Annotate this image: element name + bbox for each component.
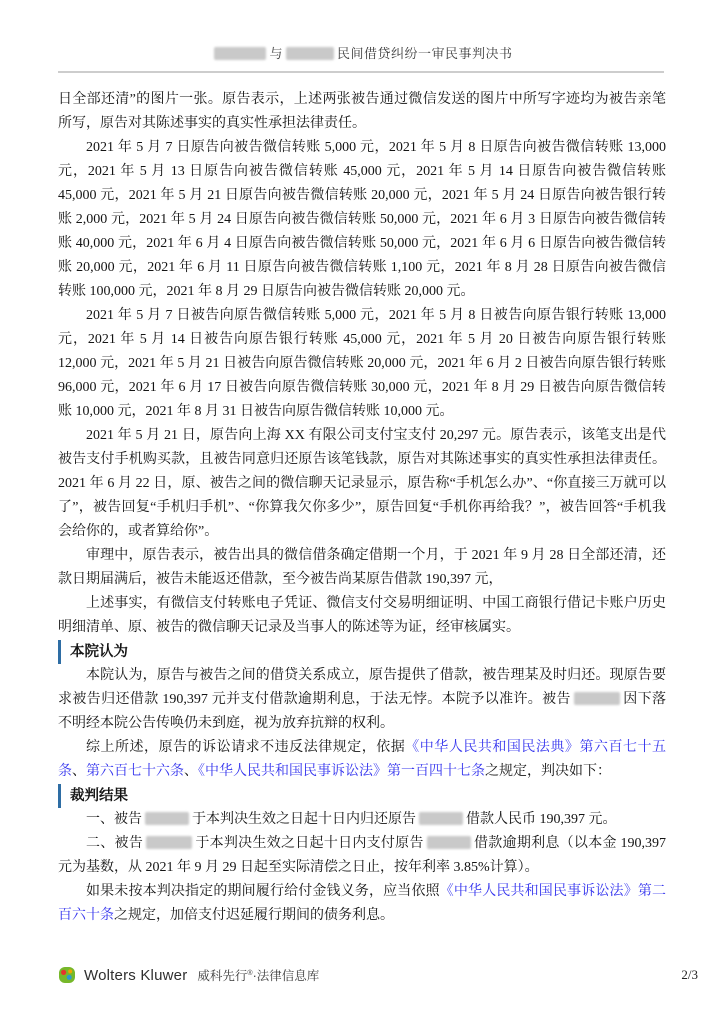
registered-mark: ® — [247, 969, 253, 977]
wolters-kluwer-logo-icon — [58, 966, 76, 984]
law-link[interactable]: 《中华人民共和国民法典》 — [405, 740, 580, 755]
paragraph — [58, 136, 666, 304]
law-link[interactable]: 第六百七十五条 — [58, 740, 667, 779]
redacted-text — [286, 47, 334, 60]
text-run: 综上所述，原告的诉讼请求不违反法律规定，依据 — [86, 740, 406, 755]
text-run: 2021 年 5 月 7 日原告向被告微信转账 5,000 元，2021 年 5 月 8 日原告向被告微信转账 13,000 元，2021 年 5 月 13 日原告向被告微信转账 45,000 元，2021 年 5 月 14 日原告向被告微信转账 45,000 元，2021 年 5 月 21 日原告向被告微信转账 20,000 元，2021 年 5 月 24 日原告向被告银行转账 2,000 元，2021 年 5 月 24 日原告向被告微信转账 50,000 元，2021 年 6 月 3 日原告向被告微信转账 40,000 元，2021 年 6 月 4 日原告向被告微信转账 50,000 元，2021 年 6 月 6 日原告向被告微信转账 20,000 元，2021 年 6 月 11 日原告向被告微信转账 1,100 元，2021 年 8 月 28 日原告向被告微信转账 100,000 元，2021 年 8 月 29 日原告向被告微信转账 20,000 元。 — [58, 140, 666, 299]
text-run: 民间借贷纠纷一审民事判决书 — [337, 46, 513, 61]
redacted-text — [419, 812, 463, 825]
text-run: 2021 年 5 月 7 日被告向原告微信转账 5,000 元，2021 年 5 月 8 日被告向原告银行转账 13,000 元，2021 年 5 月 14 日被告向原告银行转账 45,000 元，2021 年 5 月 20 日被告向原告银行转账 12,000 元，2021 年 5 月 21 日被告向原告微信转账 20,000 元，2021 年 6 月 2 日被告向原告银行转账 96,000 元，2021 年 6 月 17 日被告向原告微信转账 30,000 元，2021 年 8 月 29 日被告向原告微信转账 10,000 元，2021 年 8 月 31 日被告向原告微信转账 10,000 元。 — [58, 308, 666, 419]
text-run: 与 — [269, 46, 283, 61]
paragraph — [58, 304, 666, 424]
paragraph — [58, 88, 666, 136]
text-run: 如果未按本判决指定的期间履行给付金钱义务，应当依照 — [86, 884, 440, 899]
redacted-text — [146, 836, 192, 849]
brand-product — [197, 966, 319, 984]
law-link[interactable]: 第六百七十六条 — [86, 764, 184, 779]
product-suffix: ·法律信息库 — [252, 969, 320, 983]
text-run: 日全部还清”的图片一张。原告表示，上述两张被告通过微信发送的图片中所写字迹均为被告亲笔所写，原告对其陈述事实的真实性承担法律责任。 — [58, 92, 666, 131]
paragraph — [58, 544, 666, 592]
paragraph — [58, 832, 666, 880]
law-link[interactable]: 《中华人民共和国民事诉讼法》 — [439, 884, 638, 899]
text-run: 本院认为，原告与被告之间的借贷关系成立，原告提供了借款，被告理某及时归还。现原告要求被告归还借款 190,397 元并支付借款逾期利息，于法无悖。本院予以准许。被告 — [58, 668, 666, 707]
text-run: 借款人民币 190,397 元。 — [466, 812, 617, 827]
section-heading: 本院认为 — [58, 640, 666, 664]
text-run: 2021 年 5 月 21 日，原告向上海 XX 有限公司支付宝支付 20,297 元。原告表示，该笔支出是代被告支付手机购买款，且被告同意归还原告该笔钱款，原告对其陈述事实的真实性承担法律责任。2021 年 6 月 22 日，原、被告之间的微信聊天记录显示，原告称“手机怎么办”、“你直接三万就可以了”，被告回复“手机归手机”、“你算我欠你多少”，原告回复“手机你再给我？”，被告回答“手机我会给你的，或者算给你”。 — [58, 428, 666, 539]
document-title — [0, 0, 724, 62]
paragraph — [58, 736, 666, 784]
text-run: 上述事实，有微信支付转账电子凭证、微信支付交易明细证明、中国工商银行借记卡账户历史明细清单、原、被告的微信聊天记录及当事人的陈述等为证，经审核属实。 — [58, 596, 666, 635]
section-heading: 裁判结果 — [58, 784, 666, 808]
text-run: 于本判决生效之日起十日内归还原告 — [192, 812, 416, 827]
redacted-text — [214, 47, 266, 60]
redacted-text — [145, 812, 189, 825]
text-run: 一、被告 — [86, 812, 142, 827]
text-run: 之规定，加倍支付迟延履行期间的债务利息。 — [114, 908, 394, 923]
document-header — [0, 0, 724, 73]
redacted-text — [574, 692, 620, 705]
text-run: 、 — [72, 764, 86, 779]
law-link[interactable]: 第一百四十七条 — [387, 764, 485, 779]
text-run: 、 — [184, 764, 198, 779]
page-number: 2/3 — [681, 967, 698, 982]
paragraph — [58, 592, 666, 640]
redacted-text — [427, 836, 471, 849]
brand-name: Wolters Kluwer — [84, 966, 188, 984]
paragraph — [58, 664, 666, 736]
text-run: 之规定，判决如下： — [485, 764, 611, 779]
text-run: 借款逾期利息（以本金 190,397 元为基数，从 2021 年 9 月 29 日起至实际清偿之日止，按年利率 3.85%计算）。 — [58, 836, 667, 875]
brand-area — [58, 966, 319, 984]
text-run: 二、被告 — [86, 836, 144, 851]
paragraph — [58, 880, 666, 928]
product-name: 威科先行 — [197, 969, 248, 983]
header-divider — [58, 71, 664, 73]
text-run: 因下落不明经本院公告传唤仍未到庭，视为放弃抗辩的权利。 — [58, 692, 667, 731]
document-body — [58, 88, 666, 928]
law-link[interactable]: 《中华人民共和国民事诉讼法》 — [198, 764, 387, 779]
paragraph — [58, 808, 666, 832]
text-run: 于本判决生效之日起十日内支付原告 — [195, 836, 424, 851]
text-run: 审理中，原告表示，被告出具的微信借条确定借期一个月，于 2021 年 9 月 28 日全部还清，还款日期届满后，被告未能返还借款，至今被告尚某原告借款 190,397 元， — [58, 548, 666, 587]
law-link[interactable]: 第二百六十条 — [58, 884, 667, 923]
document-footer — [58, 966, 698, 984]
paragraph — [58, 424, 666, 544]
